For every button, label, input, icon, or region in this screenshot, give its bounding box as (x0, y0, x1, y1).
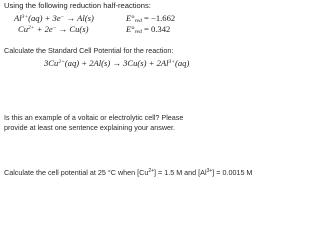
cell-type-question: Is this an example of a voltaic or electrolytic cell? Please provide at least one sentence explaining your answer. (4, 113, 184, 132)
standard-potential-question: Calculate the Standard Cell Potential for the reaction: (4, 46, 174, 55)
half-reaction-copper: $Cu^{2+} + 2e^- \to Cu(s)$ (18, 24, 89, 34)
overall-reaction: $3Cu^{2+}(aq) + 2Al(s) \to 3Cu(s) + 2Al^{3+}(aq)$ (44, 58, 190, 68)
half-reaction-aluminum: $Al^{3+}(aq) + 3e^- \to Al(s)$ (14, 13, 94, 23)
cell-potential-question: Calculate the cell potential at 25 °C when $[Cu^{2+}] = 1.5$ M and $[Al^{3+}] = 0.0015$ M (4, 168, 253, 177)
potential-aluminum: $E^\circ_{red} = -1.662$ (126, 13, 176, 24)
potential-copper: $E^\circ_{red} = 0.342$ (126, 24, 171, 35)
intro-text: Using the following reduction half-reactions: (4, 1, 151, 10)
